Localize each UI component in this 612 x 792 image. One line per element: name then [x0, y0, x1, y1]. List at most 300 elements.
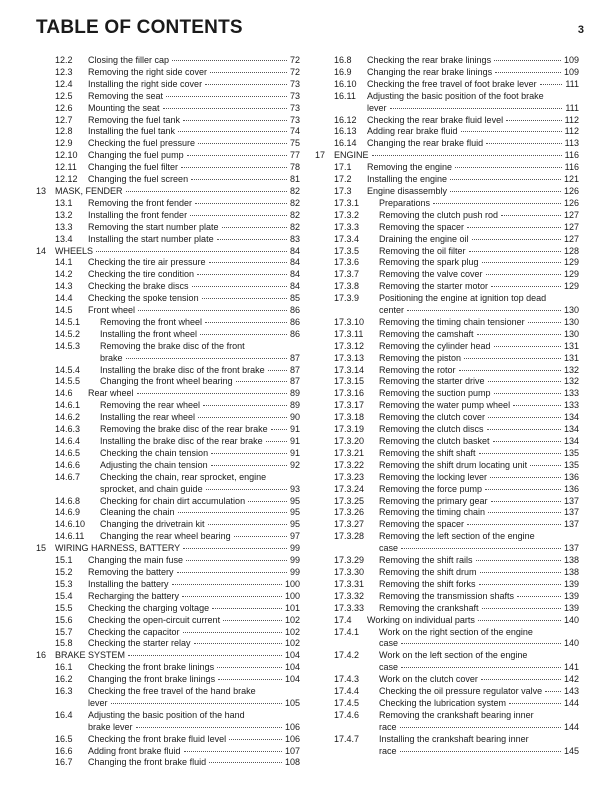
toc-entry-title: Removing the engine	[367, 162, 453, 173]
dot-leader	[136, 727, 282, 728]
toc-entry[interactable]	[315, 412, 579, 424]
toc-entry[interactable]	[36, 91, 300, 103]
toc-entry[interactable]	[36, 269, 300, 281]
toc-entry[interactable]	[36, 198, 300, 210]
toc-entry-title: Mounting the seat	[88, 102, 160, 113]
dot-leader	[200, 334, 287, 335]
toc-entry[interactable]	[36, 662, 300, 674]
toc-entry-number: 12.7	[55, 114, 73, 125]
toc-entry[interactable]	[315, 674, 579, 686]
toc-entry[interactable]	[36, 67, 300, 79]
toc-entry-page: 78	[289, 162, 300, 173]
toc-entry-title: Work on the right section of the engine	[379, 626, 533, 637]
toc-entry-page: 86	[289, 328, 300, 339]
toc-entry-title: Removing the starter drive	[379, 376, 485, 387]
toc-entry[interactable]	[36, 507, 300, 519]
toc-entry-page: 99	[289, 566, 300, 577]
toc-entry-number: 17.3.26	[334, 507, 365, 518]
toc-entry[interactable]	[36, 734, 300, 746]
toc-entry[interactable]	[315, 603, 579, 615]
toc-entry[interactable]	[315, 400, 579, 412]
toc-entry[interactable]	[315, 91, 579, 115]
dot-leader	[223, 620, 282, 621]
toc-entry-page: 134	[563, 412, 579, 423]
toc-entry-number: 17.3.16	[334, 388, 365, 399]
toc-entry-page: 137	[563, 495, 579, 506]
toc-entry[interactable]	[36, 496, 300, 508]
toc-entry-page: 83	[289, 233, 300, 244]
toc-entry[interactable]	[36, 365, 300, 377]
toc-entry[interactable]	[315, 257, 579, 269]
toc-entry-number: 14.6.6	[55, 459, 81, 470]
toc-entry-page: 95	[289, 519, 300, 530]
dot-leader	[479, 584, 561, 585]
toc-entry[interactable]	[315, 126, 579, 138]
toc-entry[interactable]	[36, 531, 300, 543]
toc-entry[interactable]	[315, 186, 579, 198]
toc-entry[interactable]	[36, 543, 300, 555]
toc-entry[interactable]	[315, 79, 579, 91]
toc-entry-title: Removing the clutch basket	[379, 436, 490, 446]
toc-entry[interactable]	[315, 710, 579, 734]
toc-entry[interactable]	[36, 138, 300, 150]
toc-entry-title: Working on individual parts	[367, 614, 475, 625]
toc-entry[interactable]	[315, 162, 579, 174]
dot-leader	[172, 584, 282, 585]
dot-leader	[488, 417, 561, 418]
toc-entry[interactable]	[36, 55, 300, 67]
toc-entry-page: 87	[289, 376, 300, 387]
toc-entry-title: Checking the rear brake linings	[367, 55, 492, 65]
toc-entry-page: 93	[289, 483, 300, 494]
toc-entry-title: Closing the filler cap	[88, 55, 170, 65]
toc-entry-page: 104	[284, 662, 300, 673]
dot-leader	[192, 286, 287, 287]
toc-entry[interactable]	[36, 579, 300, 591]
toc-entry-page: 130	[563, 328, 579, 339]
toc-entry[interactable]	[36, 710, 300, 734]
toc-entry-page: 131	[563, 340, 579, 351]
toc-entry-title: Removing the spark plug	[379, 257, 479, 268]
toc-entry-page: 84	[289, 257, 300, 268]
dot-leader	[486, 274, 561, 275]
toc-entry-title: Installing the fuel tank	[88, 126, 176, 137]
dot-leader	[476, 560, 561, 561]
toc-entry[interactable]	[315, 329, 579, 341]
toc-entry-number: 17.3.33	[334, 602, 365, 613]
toc-entry[interactable]	[36, 317, 300, 329]
toc-entry[interactable]	[36, 412, 300, 424]
toc-entry-title: Removing the start number plate	[88, 221, 219, 232]
toc-entry-title: Removing the suction pump	[379, 388, 491, 399]
toc-entry[interactable]	[36, 400, 300, 412]
toc-entry[interactable]	[36, 448, 300, 460]
toc-entry[interactable]	[36, 650, 300, 662]
toc-entry-title: Changing the drivetrain kit	[100, 519, 205, 530]
toc-entry[interactable]	[36, 686, 300, 710]
toc-entry[interactable]	[36, 555, 300, 567]
dot-leader	[487, 429, 561, 430]
toc-entry-number: 12.2	[55, 55, 73, 65]
toc-entry-page: 139	[563, 602, 579, 613]
toc-entry-title: Removing the brake disc of the front	[100, 340, 245, 351]
toc-entry-page: 116	[564, 150, 579, 161]
toc-entry-title: Removing the primary gear	[379, 495, 488, 506]
toc-entry-title: Checking the spoke tension	[88, 293, 199, 304]
toc-entry[interactable]	[315, 67, 579, 79]
dot-leader	[126, 358, 287, 359]
toc-entry-title: Adjusting the basic position of the hand	[88, 709, 245, 720]
toc-entry-title: Checking the free travel of the hand brake	[88, 686, 256, 697]
toc-entry-number: 13.1	[55, 197, 73, 208]
toc-entry-number: 12.11	[55, 162, 77, 173]
toc-entry-number: 15.6	[55, 614, 73, 625]
toc-entry-page: 132	[563, 376, 579, 387]
toc-entry-title: ENGINE	[334, 150, 369, 161]
dot-leader	[236, 381, 287, 382]
toc-entry[interactable]	[315, 424, 579, 436]
toc-entry[interactable]	[36, 460, 300, 472]
toc-entry-number: 17.4.2	[334, 650, 360, 661]
dot-leader	[509, 703, 561, 704]
toc-entry[interactable]	[36, 603, 300, 615]
toc-entry-title: Removing the front wheel	[100, 316, 203, 327]
toc-entry[interactable]	[36, 281, 300, 293]
toc-entry-number: 16.1	[55, 662, 73, 673]
toc-entry[interactable]	[315, 472, 579, 484]
toc-entry-title: Checking the chain tension	[100, 447, 209, 458]
toc-entry[interactable]	[36, 746, 300, 758]
toc-entry-title: Checking the lubrication system	[379, 697, 507, 708]
toc-entry[interactable]	[315, 353, 579, 365]
toc-entry-title: Installing the crankshaft bearing inner	[379, 733, 529, 744]
toc-entry-page: 131	[563, 352, 579, 363]
toc-entry[interactable]	[315, 234, 579, 246]
toc-entry-number: 17.3.18	[334, 412, 365, 423]
toc-entry[interactable]	[36, 329, 300, 341]
toc-entry-number: 17.3.28	[334, 531, 365, 542]
toc-entry[interactable]	[36, 115, 300, 127]
toc-entry[interactable]	[315, 138, 579, 150]
toc-entry-title: Preparations	[379, 197, 431, 208]
toc-entry-page: 104	[284, 674, 300, 685]
dot-leader	[494, 60, 561, 61]
toc-entry[interactable]	[36, 234, 300, 246]
toc-entry-number: 13.2	[55, 209, 73, 220]
toc-entry-number: 17.3.8	[334, 281, 360, 292]
toc-entry-number: 17.3.10	[334, 316, 365, 327]
toc-entry-page: 112	[564, 126, 579, 137]
toc-entry-title: Removing the front fender	[88, 197, 193, 208]
toc-entry-number: 14.5.2	[55, 328, 81, 339]
toc-entry-title: Checking the fuel pressure	[88, 138, 196, 149]
toc-entry-title-continued: brake lever	[88, 721, 133, 732]
toc-entry-number: 16.6	[55, 745, 73, 756]
toc-entry[interactable]	[36, 615, 300, 627]
toc-entry-number: 17.1	[334, 162, 352, 173]
toc-entry-page: 106	[284, 721, 300, 732]
dot-leader	[178, 512, 287, 513]
toc-entry-number: 17.3.19	[334, 424, 365, 435]
dot-leader	[178, 131, 287, 132]
toc-entry[interactable]	[315, 341, 579, 353]
toc-entry-title-continued: race	[379, 721, 397, 732]
toc-entry-title: Removing the shift drum locating unit	[379, 459, 528, 470]
toc-entry[interactable]	[36, 103, 300, 115]
toc-entry[interactable]	[315, 281, 579, 293]
dot-leader	[202, 298, 287, 299]
toc-entry-title: Changing the front wheel bearing	[100, 376, 233, 387]
toc-entry[interactable]	[36, 222, 300, 234]
dot-leader	[184, 751, 282, 752]
toc-entry-number: 17.3.21	[334, 447, 365, 458]
toc-entry-page: 136	[563, 471, 579, 482]
toc-entry-title: Removing the crankshaft	[379, 602, 479, 613]
dot-leader	[467, 524, 561, 525]
toc-entry[interactable]	[36, 757, 300, 769]
toc-entry-title: Removing the brake disc of the rear brake	[100, 424, 268, 435]
toc-entry-page: 139	[563, 578, 579, 589]
toc-entry[interactable]	[36, 162, 300, 174]
toc-entry[interactable]	[36, 638, 300, 650]
toc-entry[interactable]	[315, 484, 579, 496]
toc-entry[interactable]	[315, 496, 579, 508]
dot-leader	[495, 72, 561, 73]
toc-entry-title: Changing the fuel filter	[88, 162, 179, 173]
toc-entry[interactable]	[315, 376, 579, 388]
toc-entry-number: 12.8	[55, 126, 73, 137]
toc-entry-page: 73	[289, 114, 300, 125]
dot-leader	[209, 262, 287, 263]
toc-entry-page: 130	[563, 316, 579, 327]
toc-entry-number: 12.4	[55, 78, 73, 89]
dot-leader	[222, 227, 287, 228]
toc-entry-number: 17.3.12	[334, 340, 365, 351]
toc-entry-page: 128	[563, 245, 579, 256]
toc-entry[interactable]	[36, 519, 300, 531]
dot-leader	[477, 334, 561, 335]
toc-entry-number: 14.6.7	[55, 471, 81, 482]
toc-entry[interactable]	[36, 174, 300, 186]
toc-entry[interactable]	[315, 293, 579, 317]
dot-leader	[488, 381, 561, 382]
dot-leader	[450, 191, 561, 192]
dot-leader	[212, 608, 282, 609]
toc-entry-number: 16.9	[334, 66, 352, 77]
toc-entry[interactable]	[315, 579, 579, 591]
toc-entry[interactable]	[36, 210, 300, 222]
toc-entry[interactable]	[36, 341, 300, 365]
toc-entry[interactable]	[36, 257, 300, 269]
toc-entry[interactable]	[36, 376, 300, 388]
dot-leader	[433, 203, 561, 204]
toc-entry[interactable]	[315, 115, 579, 127]
toc-entry[interactable]	[315, 150, 579, 162]
toc-entry-number: 12.10	[55, 150, 78, 161]
toc-entry[interactable]	[36, 567, 300, 579]
dot-leader	[195, 203, 287, 204]
dot-leader	[248, 501, 287, 502]
toc-entry[interactable]	[315, 519, 579, 531]
toc-entry[interactable]	[315, 222, 579, 234]
toc-entry-title: Removing the clutch cover	[379, 412, 486, 423]
toc-entry-title: Removing the transmission shafts	[379, 590, 515, 601]
toc-entry-page: 135	[563, 447, 579, 458]
toc-entry-page: 145	[563, 745, 579, 756]
toc-entry[interactable]	[315, 531, 579, 555]
toc-entry-number: 17.3.9	[334, 293, 360, 304]
toc-entry[interactable]	[315, 615, 579, 627]
dot-leader	[482, 262, 561, 263]
dot-leader	[472, 239, 561, 240]
toc-entry[interactable]	[315, 436, 579, 448]
toc-entry-number: 17.3.29	[334, 555, 365, 566]
toc-entry-number: 12.12	[55, 174, 78, 185]
toc-entry-page: 82	[289, 197, 300, 208]
toc-entry[interactable]	[36, 293, 300, 305]
toc-entry-number: 15.8	[55, 638, 73, 649]
page-title: TABLE OF CONTENTS	[36, 17, 243, 38]
toc-entry-page: 127	[563, 221, 579, 232]
toc-entry[interactable]	[315, 650, 579, 674]
toc-entry-number: 16.5	[55, 733, 73, 744]
toc-entry[interactable]	[315, 627, 579, 651]
toc-entry-number: 17.3.11	[334, 328, 364, 339]
page-number: 3	[577, 24, 584, 36]
toc-entry-page: 92	[289, 459, 300, 470]
dot-leader	[198, 143, 287, 144]
dot-leader	[493, 441, 561, 442]
toc-entry-title: Work on the left section of the engine	[379, 650, 528, 661]
toc-entry[interactable]	[315, 198, 579, 210]
toc-entry-number: 17.3.25	[334, 495, 365, 506]
toc-entry-title: Installing the right side cover	[88, 78, 203, 89]
dot-leader	[268, 370, 287, 371]
toc-entry-page: 132	[563, 364, 579, 375]
toc-entry[interactable]	[36, 150, 300, 162]
toc-entry[interactable]	[315, 210, 579, 222]
toc-entry[interactable]	[36, 591, 300, 603]
toc-entry-number: 17.4.5	[334, 697, 360, 708]
toc-entry-page: 127	[563, 209, 579, 220]
toc-entry[interactable]	[36, 79, 300, 91]
toc-entry[interactable]	[315, 555, 579, 567]
toc-entry[interactable]	[315, 507, 579, 519]
toc-entry-number: 14.6.3	[55, 424, 81, 435]
dot-leader	[197, 274, 287, 275]
dot-leader	[234, 536, 287, 537]
toc-entry-number: 17.3.14	[334, 364, 365, 375]
toc-entry-title-continued: race	[379, 745, 397, 756]
toc-entry-number: 16.2	[55, 674, 73, 685]
toc-entry-page: 99	[289, 543, 300, 554]
toc-entry-page: 91	[289, 436, 300, 446]
toc-entry[interactable]	[36, 436, 300, 448]
toc-entry[interactable]	[36, 246, 300, 258]
toc-entry-page: 129	[563, 257, 579, 268]
toc-entry[interactable]	[315, 246, 579, 258]
dot-leader	[191, 179, 287, 180]
dot-leader	[478, 620, 561, 621]
dot-leader	[400, 751, 561, 752]
toc-entry-number: 17.3.5	[334, 245, 360, 256]
toc-entry[interactable]	[315, 269, 579, 281]
toc-entry-page: 73	[289, 78, 300, 89]
dot-leader	[128, 655, 282, 656]
toc-entry-page: 100	[284, 590, 300, 601]
toc-entry-number: 16.12	[334, 114, 357, 125]
toc-entry-title: Adjusting the chain tension	[100, 459, 208, 470]
toc-entry[interactable]	[36, 424, 300, 436]
toc-entry-page: 111	[565, 102, 579, 113]
toc-entry-page: 133	[563, 400, 579, 411]
toc-entry-number: 16	[36, 650, 47, 661]
dot-leader	[208, 524, 287, 525]
toc-entry[interactable]	[315, 174, 579, 186]
toc-entry-page: 95	[289, 507, 300, 518]
toc-entry[interactable]	[315, 317, 579, 329]
toc-entry[interactable]	[36, 388, 300, 400]
toc-entry-title: Changing the rear wheel bearing	[100, 531, 231, 542]
dot-leader	[455, 167, 562, 168]
dot-leader	[540, 84, 563, 85]
toc-entry-page: 73	[289, 90, 300, 101]
toc-entry[interactable]	[36, 674, 300, 686]
toc-entry-number: 17.3.24	[334, 483, 365, 494]
toc-entry[interactable]	[315, 448, 579, 460]
toc-entry-title: Removing the camshaft	[379, 328, 474, 339]
toc-entry-title: Installing the front wheel	[100, 328, 198, 339]
toc-entry-page: 101	[284, 602, 300, 613]
toc-entry-page: 134	[563, 436, 579, 446]
toc-entry[interactable]	[315, 388, 579, 400]
dot-leader	[209, 762, 282, 763]
dot-leader	[461, 131, 562, 132]
toc-right-column	[315, 55, 579, 757]
toc-entry[interactable]	[315, 567, 579, 579]
toc-entry[interactable]	[36, 126, 300, 138]
toc-entry[interactable]	[36, 305, 300, 317]
toc-entry-number: 17.3.22	[334, 459, 365, 470]
toc-entry-title-continued: brake	[100, 352, 123, 363]
dot-leader	[217, 239, 287, 240]
toc-entry[interactable]	[315, 365, 579, 377]
toc-entry[interactable]	[315, 698, 579, 710]
toc-entry-title: Cleaning the chain	[100, 507, 175, 518]
toc-entry[interactable]	[315, 55, 579, 67]
toc-entry-title: Removing the shift forks	[379, 578, 476, 589]
toc-entry-title: Work on the clutch cover	[379, 674, 478, 685]
toc-entry[interactable]	[315, 734, 579, 758]
toc-entry[interactable]	[315, 686, 579, 698]
toc-entry-page: 143	[563, 686, 579, 697]
toc-entry-page: 127	[563, 233, 579, 244]
toc-entry-page: 140	[563, 614, 579, 625]
toc-entry-number: 15	[36, 543, 47, 554]
toc-entry-page: 91	[289, 424, 300, 435]
dot-leader	[138, 310, 287, 311]
toc-entry[interactable]	[315, 591, 579, 603]
dot-leader	[271, 429, 287, 430]
toc-entry[interactable]	[36, 186, 300, 198]
toc-entry-page: 86	[289, 316, 300, 327]
toc-entry-title-continued: center	[379, 305, 405, 316]
toc-entry-page: 138	[563, 566, 579, 577]
dot-leader	[490, 477, 561, 478]
toc-entry[interactable]	[36, 472, 300, 496]
toc-entry[interactable]	[315, 460, 579, 472]
toc-entry[interactable]	[36, 627, 300, 639]
